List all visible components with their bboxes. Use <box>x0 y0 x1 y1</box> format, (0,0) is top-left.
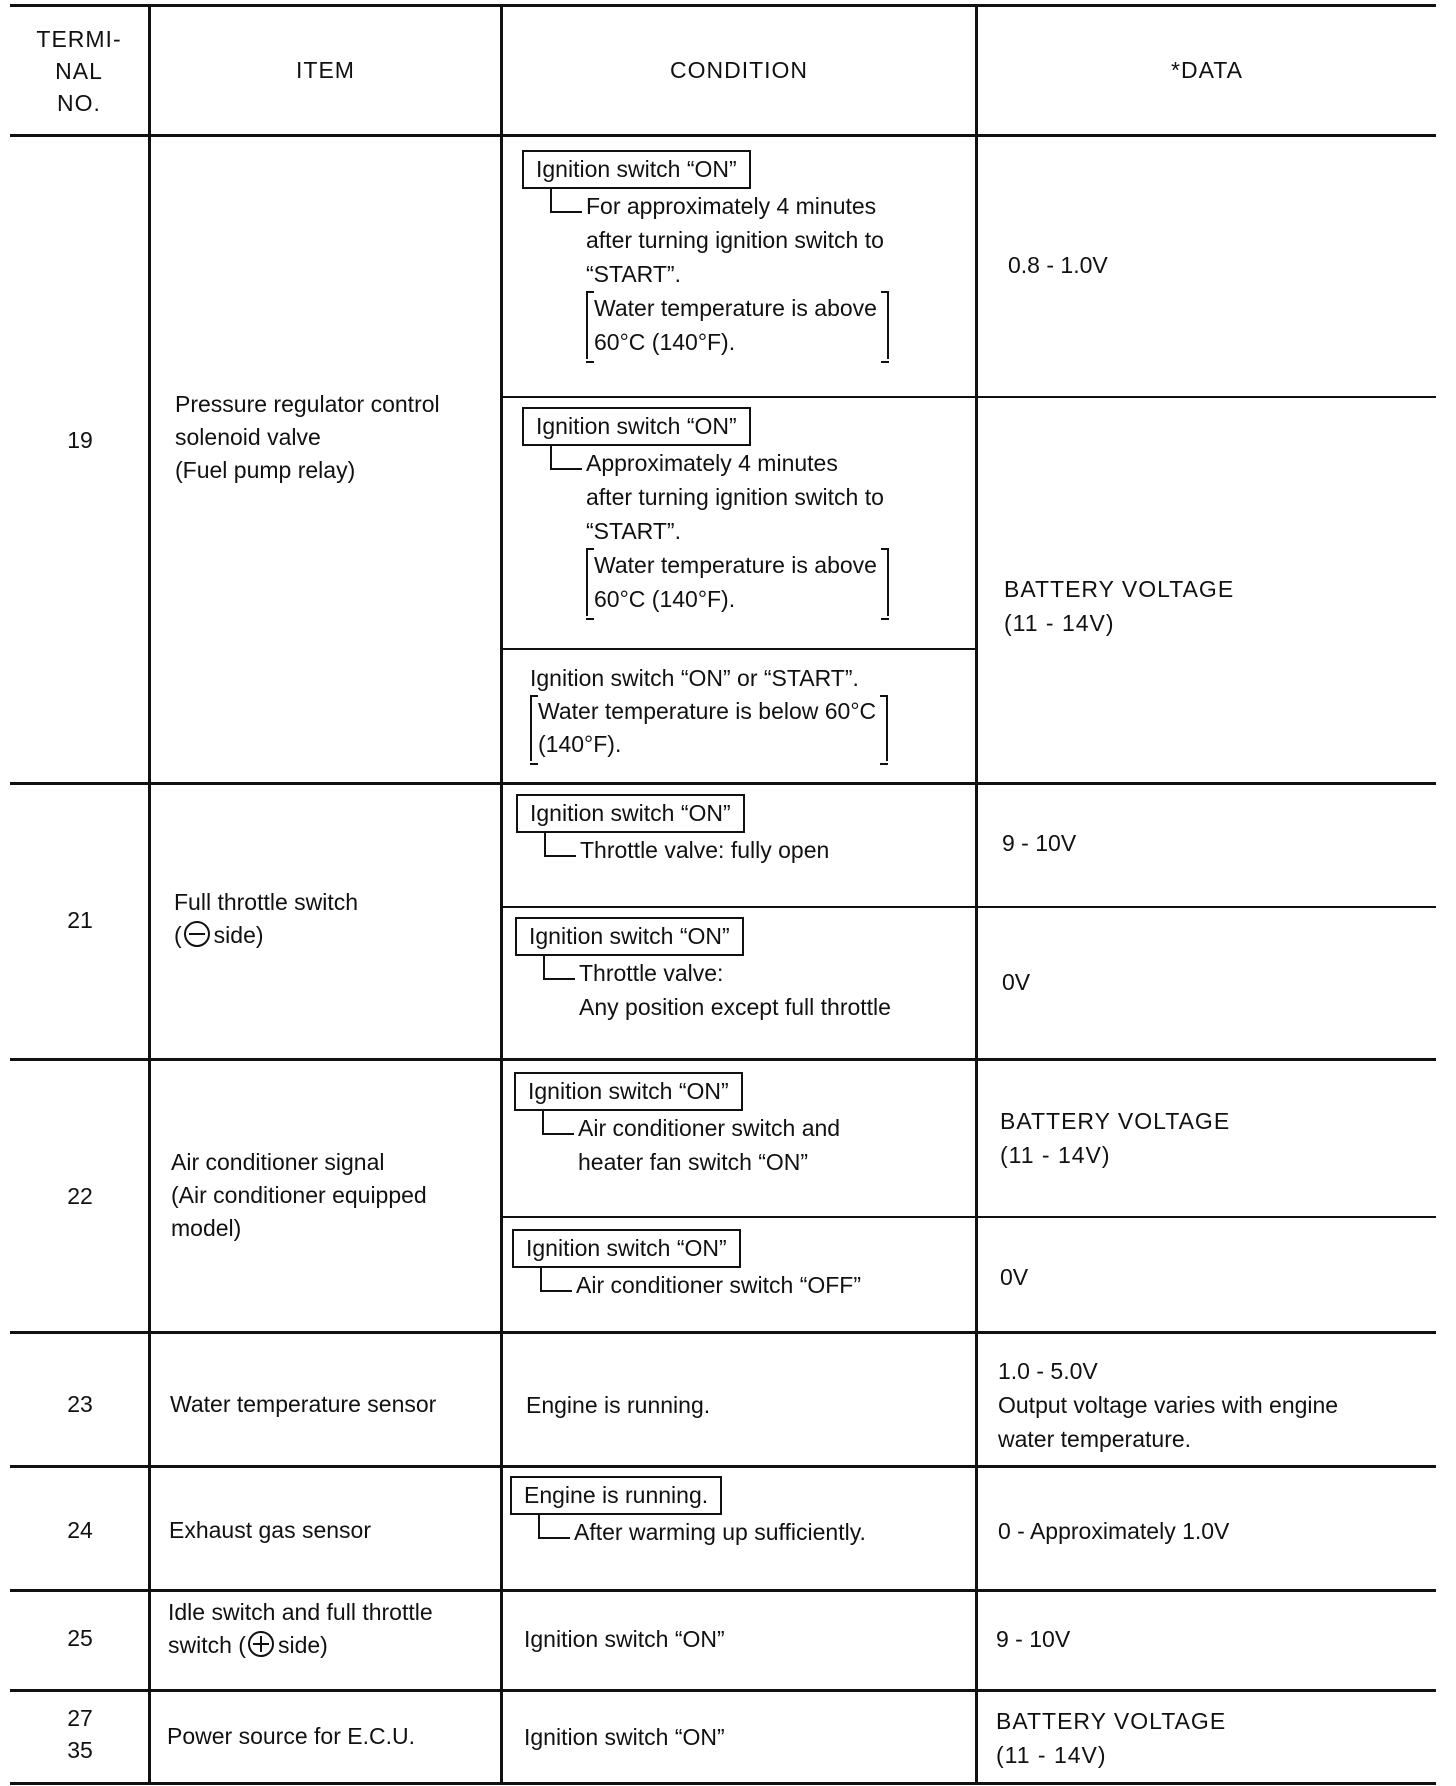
header-data: *DATA <box>1171 57 1243 83</box>
data-23: 1.0 - 5.0V Output voltage varies with engine water temperature. <box>998 1358 1339 1452</box>
condition-21b <box>515 917 891 1024</box>
condition-branch-text: Throttle valve: fully open <box>580 837 830 863</box>
condition-box: Ignition switch “ON” <box>522 407 751 446</box>
condition-text: Ignition switch “ON” or “START”. <box>530 665 859 691</box>
condition-box: Engine is running. <box>510 1476 722 1515</box>
condition-27: Ignition switch “ON” <box>524 1724 725 1750</box>
condition-22a <box>514 1072 840 1179</box>
condition-19a <box>522 150 889 359</box>
rule-row-23 <box>10 1465 1436 1468</box>
header-condition: CONDITION <box>669 57 809 83</box>
data-27: BATTERY VOLTAGE (11 - 14V) <box>996 1708 1227 1768</box>
header-item: ITEM <box>296 57 355 83</box>
branch-connector <box>540 1268 861 1302</box>
rule-header-bottom <box>10 134 1436 137</box>
item-21 <box>174 886 358 952</box>
condition-box: Ignition switch “ON” <box>512 1229 741 1268</box>
condition-21a <box>516 794 829 867</box>
rule-row-21 <box>10 1058 1436 1061</box>
data-21a: 9 - 10V <box>1002 830 1077 856</box>
condition-19c <box>530 662 888 761</box>
condition-24 <box>510 1476 866 1549</box>
condition-branch-text: After warming up sufficiently. <box>574 1519 866 1545</box>
condition-box: Ignition switch “ON” <box>514 1072 743 1111</box>
paren-open: ( <box>174 922 182 948</box>
minus-circle-icon <box>184 921 210 947</box>
plus-circle-icon <box>248 1631 274 1657</box>
condition-branch-text: For approximately 4 minutes after turning ignition switch to “START”. <box>586 193 884 287</box>
branch-connector <box>543 956 891 1024</box>
condition-box: Ignition switch “ON” <box>522 150 751 189</box>
condition-bracket-note: Water temperature is above 60°C (140°F). <box>586 548 889 616</box>
item-23: Water temperature sensor <box>170 1391 437 1417</box>
subrule-19a <box>500 396 1436 398</box>
data-25: 9 - 10V <box>996 1626 1071 1652</box>
data-22b: 0V <box>1000 1264 1029 1290</box>
branch-connector <box>550 446 889 616</box>
item-25-prefix: switch ( <box>168 1632 246 1658</box>
condition-box: Ignition switch “ON” <box>516 794 745 833</box>
terminal-22: 22 <box>67 1183 93 1209</box>
subrule-21 <box>500 906 1436 908</box>
item-25 <box>168 1596 433 1662</box>
condition-25: Ignition switch “ON” <box>524 1626 725 1652</box>
data-24: 0 - Approximately 1.0V <box>998 1518 1230 1544</box>
item-21-line2 <box>174 919 358 952</box>
item-24: Exhaust gas sensor <box>169 1517 372 1543</box>
subrule-22 <box>500 1216 1436 1218</box>
condition-branch-text: Air conditioner switch and heater fan switch “ON” <box>578 1115 841 1175</box>
condition-branch-text: Approximately 4 minutes after turning ignition switch to “START”. <box>586 450 884 544</box>
rule-bottom <box>10 1782 1436 1785</box>
item-22: Air conditioner signal (Air conditioner equipped model) <box>171 1149 427 1241</box>
rule-row-24 <box>10 1589 1436 1592</box>
condition-branch-text: Throttle valve: Any position except full throttle <box>579 960 891 1020</box>
item-25-line1: Idle switch and full throttle <box>168 1599 433 1625</box>
item-21-side: side) <box>213 922 264 948</box>
branch-connector <box>542 1111 840 1179</box>
terminal-25: 25 <box>67 1625 93 1651</box>
terminal-19: 19 <box>67 427 93 453</box>
terminal-24: 24 <box>67 1517 93 1543</box>
item-25-side: side) <box>277 1632 328 1658</box>
condition-23: Engine is running. <box>526 1392 711 1418</box>
data-19b: BATTERY VOLTAGE (11 - 14V) <box>1004 576 1235 636</box>
rule-row-22 <box>10 1331 1436 1334</box>
item-21-line1: Full throttle switch <box>174 889 359 915</box>
branch-connector <box>544 833 829 867</box>
col-divider-3 <box>975 4 978 1784</box>
terminal-23: 23 <box>67 1391 93 1417</box>
condition-bracket-note: Water temperature is below 60°C (140°F). <box>530 695 888 761</box>
rule-row-19 <box>10 782 1436 785</box>
condition-branch-text: Air conditioner switch “OFF” <box>576 1272 862 1298</box>
data-22a: BATTERY VOLTAGE (11 - 14V) <box>1000 1108 1231 1168</box>
terminal-21: 21 <box>67 907 93 933</box>
condition-box: Ignition switch “ON” <box>515 917 744 956</box>
item-27: Power source for E.C.U. <box>167 1723 415 1749</box>
terminal-27-35: 27 35 <box>67 1705 93 1763</box>
rule-top <box>10 4 1436 7</box>
data-19a: 0.8 - 1.0V <box>1008 252 1108 278</box>
branch-connector <box>538 1515 866 1549</box>
rule-row-25 <box>10 1689 1436 1692</box>
branch-connector <box>550 189 889 359</box>
data-21b: 0V <box>1002 969 1031 995</box>
header-terminal: TERMI- NAL NO. <box>36 25 122 116</box>
subrule-19b <box>500 648 975 650</box>
condition-22b <box>512 1229 861 1302</box>
item-19: Pressure regulator control solenoid valve (Fuel pump relay) <box>175 391 440 483</box>
item-25-line2 <box>168 1629 433 1662</box>
condition-19b <box>522 407 889 616</box>
col-divider-2 <box>500 4 503 1784</box>
condition-bracket-note: Water temperature is above 60°C (140°F). <box>586 291 889 359</box>
